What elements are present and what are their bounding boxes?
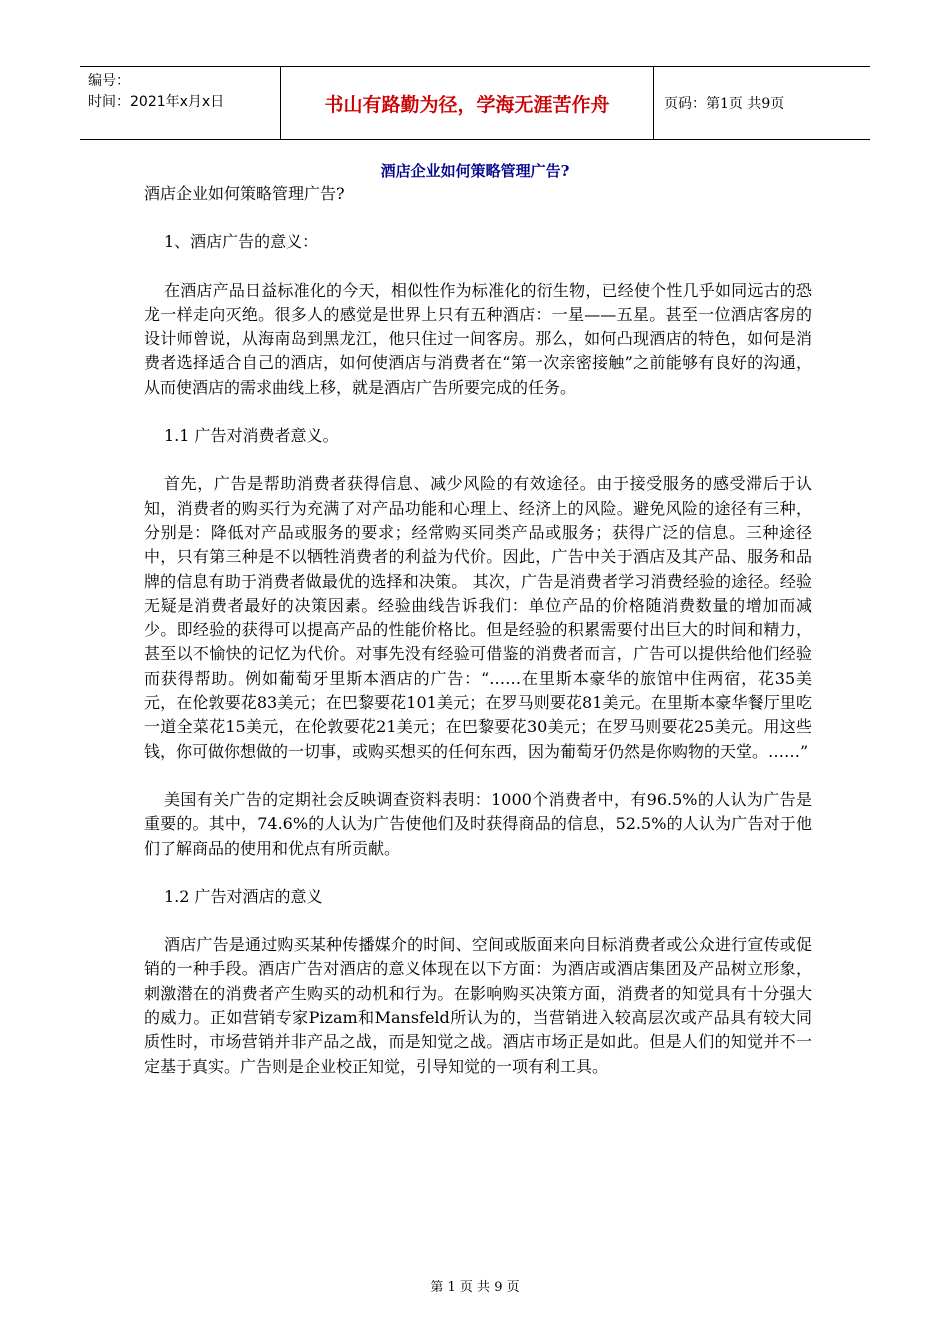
header-motto: 书山有路勤为径，学海无涯苦作舟	[280, 67, 654, 139]
document-title: 酒店企业如何策略管理广告?	[380, 162, 570, 180]
header-info	[80, 67, 280, 139]
body-paragraph: 首先，广告是帮助消费者获得信息、减少风险的有效途径。由于接受服务的感受滞后于认知，消费者的购买行为充满了对产品功能和心理上、经济上的风险。避免风险的途径有三种，分别是：降低对产品或服务的要求；经常购买同类产品或服务；获得广泛的信息。三种途径中，只有第三种是不以牺牲消费者的利益为代价。因此，广告中关于酒店及其产品、服务和品牌的信息有助于消费者做最优的选择和决策。 其次，广告是消费者学习消费经验的途径。经验无疑是消费者最好的决策因素。经验曲线告诉我们：单位产品的价格随消费数量的增加而减少。即经验的获得可以提高产品的性能价格比。但是经验的积累需要付出巨大的时间和精力，甚至以不愉快的记忆为代价。对事先没有经验可借鉴的消费者而言，广告可以提供给他们经验而获得帮助。例如葡萄牙里斯本酒店的广告：“……在里斯本豪华的旅馆中住两宿，花35美元，在伦敦要花83美元；在巴黎要花101美元；在罗马则要花81美元。在里斯本豪华餐厅里吃一道全菜花15美元，在伦敦要花21美元；在巴黎要花30美元；在罗马则要花25美元。用这些钱，你可做你想做的一切事，或购买想买的任何东西，因为葡萄牙仍然是你购物的天堂。……”	[144, 474, 812, 761]
header-table	[80, 66, 870, 140]
body-paragraph: 酒店广告是通过购买某种传播媒介的时间、空间或版面来向目标消费者或公众进行宣传或促销的一种手段。酒店广告对酒店的意义体现在以下方面：为酒店或酒店集团及产品树立形象，刺激潜在的消费者产生购买的动机和行为。在影响购买决策方面，消费者的知觉具有十分强大的威力。正如营销专家Pizam和Mansfeld所认为的，当营销进入较高层次或产品具有较大同质性时，市场营销并非产品之战，而是知觉之战。酒店市场正是如此。但是人们的知觉并不一定基于真实。广告则是企业校正知觉，引导知觉的一项有利工具。	[144, 935, 812, 1076]
body-paragraph: 在酒店产品日益标准化的今天，相似性作为标准化的衍生物，已经使个性几乎如同远古的恐龙一样走向灭绝。很多人的感觉是世界上只有五种酒店：一星——五星。甚至一位酒店客房的设计师曾说，从海南岛到黑龙江，他只住过一间客房。那么，如何凸现酒店的特色，如何是消费者选择适合自己的酒店，如何使酒店与消费者在“第一次亲密接触”之前能够有良好的沟通，从而使酒店的需求曲线上移，就是酒店广告所要完成的任务。	[144, 280, 812, 397]
document-number-label: 编号：	[88, 73, 130, 89]
page-footer: 第 1 页 共 9 页	[430, 1280, 520, 1295]
document-body	[144, 182, 812, 1079]
section-heading-1-1: 1.1 广告对消费者意义。	[164, 426, 339, 446]
subtitle-paragraph: 酒店企业如何策略管理广告?	[144, 184, 345, 203]
document-date-label: 时间：2021年x月x日	[88, 94, 225, 110]
section-heading-1-2: 1.2 广告对酒店的意义	[164, 886, 323, 906]
section-heading-1: 1、酒店广告的意义：	[164, 232, 319, 252]
header-page-info: 页码：第1页 共9页	[664, 96, 785, 112]
body-paragraph: 美国有关广告的定期社会反映调查资料表明：1000个消费者中，有96.5%的人认为广告是重要的。其中，74.6%的人认为广告使他们及时获得商品的信息，52.5%的人认为广告对于他们了解商品的使用和优点有所贡献。	[144, 789, 812, 858]
